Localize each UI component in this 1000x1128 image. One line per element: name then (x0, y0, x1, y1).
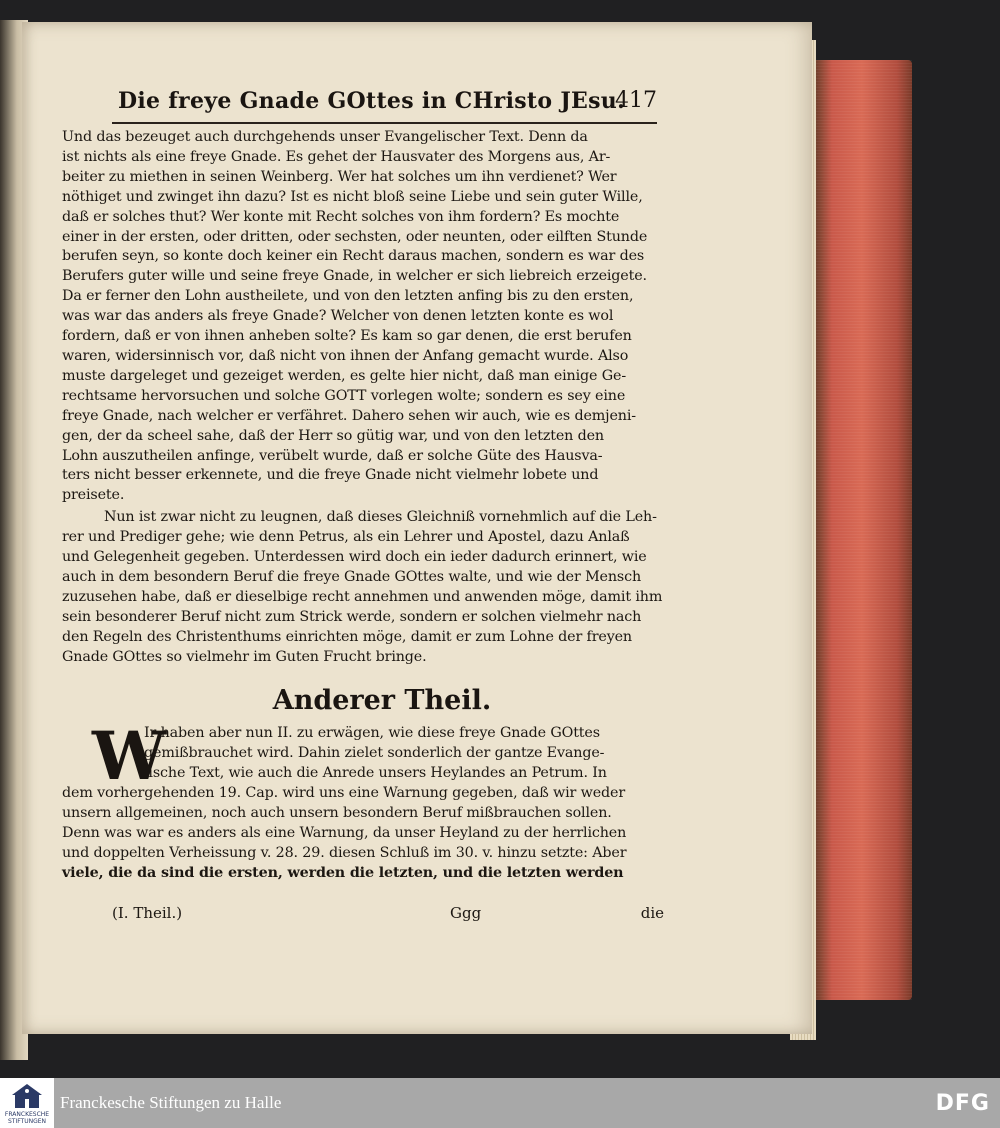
body-text (62, 128, 662, 884)
text-line: daß er solches thut? Wer konte mit Recht solches von ihm fordern? Es mochte (62, 208, 620, 225)
header-rule (112, 122, 657, 124)
text-line: rer und Prediger gehe; wie denn Petrus, als ein Lehrer und Apostel, dazu Anlaß (62, 529, 630, 546)
text-line: Berufers guter wille und seine freye Gnade, in welcher er sich liebreich erzeigete. (62, 268, 647, 285)
footer-bar (0, 1078, 1000, 1128)
text-line: sein besonderer Beruf nicht zum Strick werde, sondern er solchen vielmehr nach (62, 608, 642, 625)
catchword: die (640, 904, 664, 922)
paragraph-2 (62, 508, 662, 667)
page-header (112, 88, 657, 122)
text-line: gemißbrauchet wird. Dahin zielet sonderlich der gantze Evange- (144, 745, 605, 762)
text-line: nöthiget und zwinget ihn dazu? Ist es nicht bloß seine Liebe und sein guter Wille, (62, 188, 643, 205)
text-line: freye Gnade, nach welcher er verfähret. Dahero sehen wir auch, wie es demjeni- (62, 407, 636, 424)
section-heading: Anderer Theil. (272, 685, 492, 717)
text-line: ist nichts als eine freye Gnade. Es gehet der Hausvater des Morgens aus, Ar- (62, 148, 611, 165)
text-line: gen, der da scheel sahe, daß der Herr so gütig war, und von den letzten den (62, 427, 604, 444)
text-line: beiter zu miethen in seinen Weinberg. Wer hat solches um ihn verdienet? Wer (62, 168, 617, 185)
running-title: Die freye Gnade GOttes in CHristo JEsu. (118, 88, 626, 114)
text-line: was war das anders als freye Gnade? Welcher von denen letzten konte es wol (62, 308, 614, 325)
text-line: Gnade GOttes so vielmehr im Guten Frucht bringe. (62, 648, 427, 665)
text-line: auch in dem besondern Beruf die freye Gnade GOttes walte, und wie der Mensch (62, 568, 642, 585)
text-line: einer in der ersten, oder dritten, oder sechsten, oder neunten, oder eilften Stunde (62, 228, 648, 245)
text-line: dem vorhergehenden 19. Cap. wird uns eine Warnung gegeben, daß wir weder (62, 785, 626, 802)
text-line: unsern allgemeinen, noch auch unsern besondern Beruf mißbrauchen sollen. (62, 805, 612, 822)
page-footer (112, 904, 664, 928)
text-line: preisete. (62, 487, 125, 504)
orphanage-building-icon (12, 1082, 42, 1110)
gathering-mark: Ggg (450, 904, 482, 922)
text-line: waren, widersinnisch vor, daß nicht von ihnen der Anfang gemacht wurde. Also (62, 347, 629, 364)
text-line: Denn was war es anders als eine Warnung, da unser Heyland zu der herrlichen (62, 825, 627, 841)
text-line: berufen seyn, so konte doch keiner ein Recht daraus machen, sondern es war des (62, 248, 645, 265)
text-line: Und das bezeuget auch durchgehends unser Evangelischer Text. Denn da (62, 129, 588, 145)
text-line: lische Text, wie auch die Anrede unsers Heylandes an Petrum. In (144, 765, 607, 782)
text-line: ters nicht besser erkennete, und die freye Gnade nicht vielmehr lobete und (62, 467, 599, 484)
paragraph-3 (62, 717, 662, 883)
signature-mark: (I. Theil.) (112, 904, 183, 922)
paragraph-1 (62, 128, 662, 506)
logo-text: FRANCKESCHE STIFTUNGEN (4, 1111, 50, 1125)
institution-name[interactable]: Franckesche Stiftungen zu Halle (60, 1093, 282, 1112)
dfg-logo[interactable]: DFG (935, 1091, 990, 1116)
text-line: und doppelten Verheissung v. 28. 29. diesen Schluß im 30. v. hinzu setzte: Aber (62, 844, 627, 861)
text-line: und Gelegenheit gegeben. Unterdessen wird doch ein ieder dadurch erinnert, wie (62, 549, 647, 566)
page-number: 417 (615, 88, 657, 113)
cover-texture (816, 60, 912, 1000)
text-line: Lohn auszutheilen anfinge, verübelt wurde, daß er solche Güte des Hausva- (62, 447, 603, 464)
drop-cap-initial: W (92, 717, 167, 796)
institution-logo[interactable] (0, 1078, 54, 1128)
text-line: Nun ist zwar nicht zu leugnen, daß dieses Gleichniß vornehmlich auf die Leh- (104, 509, 657, 526)
text-line: Ir haben aber nun II. zu erwägen, wie diese freye Gnade GOttes (144, 725, 600, 742)
text-line: viele, die da sind die ersten, werden die letzten, und die letzten werden (62, 864, 624, 881)
text-line: zuzusehen habe, daß er dieselbige recht annehmen und anwenden möge, damit ihm (62, 588, 663, 605)
text-line: fordern, daß er von ihnen anheben solte? Es kam so gar denen, die erst berufen (62, 328, 632, 345)
text-line: den Regeln des Christenthums einrichten möge, damit er zum Lohne der freyen (62, 628, 632, 645)
text-line: muste dargeleget und gezeiget werden, es gelte hier nicht, daß man einige Ge- (62, 367, 627, 384)
text-line: Da er ferner den Lohn austheilete, und von den letzten anfing bis zu den ersten, (62, 288, 634, 305)
text-line: rechtsame hervorsuchen und solche GOTT vorlegen wolte; sondern es sey eine (62, 387, 626, 404)
